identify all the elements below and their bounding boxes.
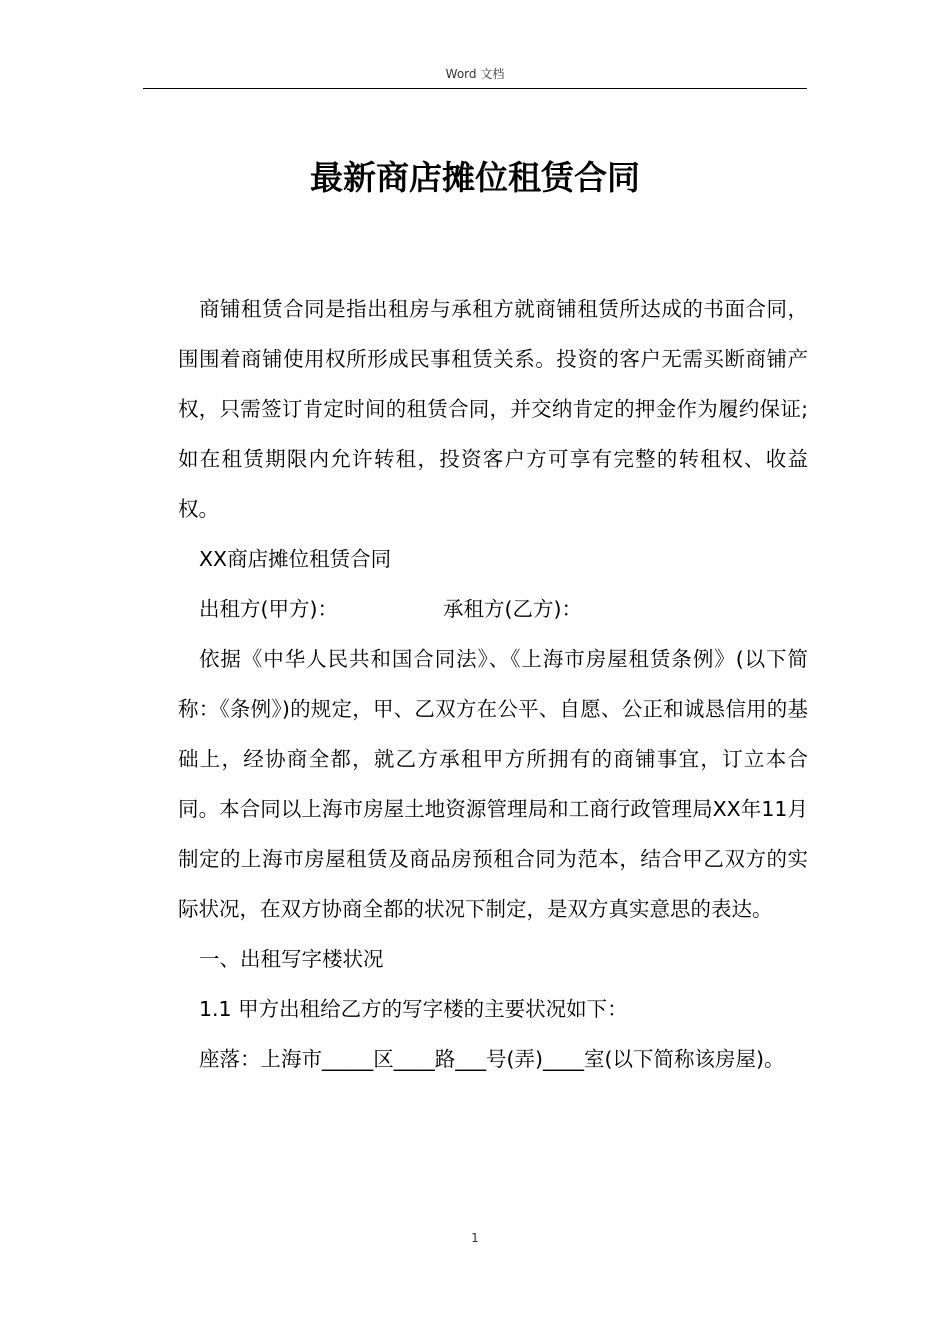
location-clause: 座落：上海市_____区____路___号(弄)____室(以下简称该房屋)。	[199, 1047, 785, 1071]
lessee-label: 承租方(乙方)：	[443, 597, 582, 621]
parties-line	[178, 584, 808, 634]
section-heading-1: 一、出租写字楼状况	[199, 947, 384, 971]
basis-paragraph: 依据《中华人民共和国合同法》、《上海市房屋租赁条例》(以下简称：《条例》)的规定，甲、乙双方在公平、自愿、公正和诚恳信用的基础上，经协商全都，就乙方承租甲方所拥有的商铺事宜，订立本合同。本合同以上海市房屋土地资源管理局和工商行政管理局XX年11月制定的上海市房屋租赁及商品房预租合同为范本，结合甲乙双方的实际状况，在双方协商全都的状况下制定，是双方真实意思的表达。	[178, 647, 808, 921]
contract-name: XX商店摊位租赁合同	[199, 547, 392, 571]
clause-1-1: 1.1 甲方出租给乙方的写字楼的主要状况如下：	[199, 997, 628, 1021]
document-title: 最新商店摊位租赁合同	[310, 158, 640, 197]
lessor-label: 出租方(甲方)：	[199, 597, 338, 621]
header-text: Word 文档	[445, 67, 505, 81]
document-body	[178, 284, 808, 1084]
page-header	[143, 64, 807, 89]
intro-paragraph: 商铺租赁合同是指出租房与承租方就商铺租赁所达成的书面合同，围围着商铺使用权所形成民事租赁关系。投资的客户无需买断商铺产权，只需签订肯定时间的租赁合同，并交纳肯定的押金作为履约保证;如在租赁期限内允许转租，投资客户方可享有完整的转租权、收益权。	[178, 297, 808, 521]
page-number: 1	[471, 1231, 479, 1245]
